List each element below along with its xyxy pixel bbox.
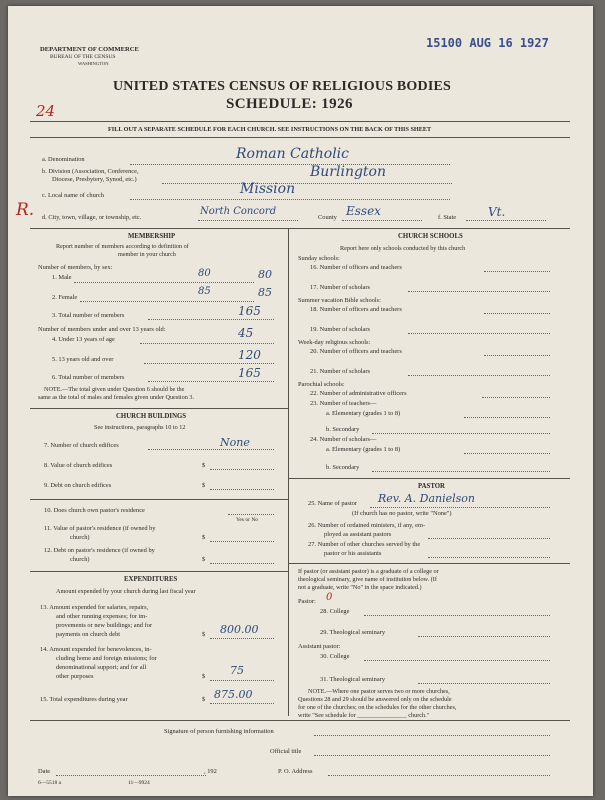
q17-label: 17. Number of scholars <box>310 284 370 291</box>
q25-value: Rev. A. Danielson <box>378 492 475 505</box>
pastor-note-3: for one of the churches; on the schedules for the other churches, <box>298 704 457 711</box>
grad-instr-3: not a graduate, write "No" in the space indicated.) <box>298 584 422 591</box>
handwritten-number: 24 <box>36 102 56 120</box>
q14-label: 14. Amount expended for benevolences, in- <box>40 646 152 653</box>
pastor-title: PASTOR <box>418 483 445 490</box>
red-mark: R. <box>16 200 35 220</box>
q5-value: 120 <box>238 348 261 362</box>
local-name-value: Mission <box>240 181 296 197</box>
state-label: f. State <box>438 214 457 221</box>
q7-label: 7. Number of church edifices <box>44 442 119 449</box>
city-label: d. City, town, village, or township, etc. <box>42 214 142 221</box>
yes-no-hint: Yes or No <box>236 517 259 523</box>
weekday-label: Week-day religious schools: <box>298 339 371 346</box>
bureau-label: BUREAU OF THE CENSUS <box>50 54 116 60</box>
q6-value: 165 <box>238 366 261 380</box>
q13-label-3: provements or new buildings; and for <box>56 622 153 629</box>
expenditures-sub: Amount expended by your church during last fiscal year <box>56 588 196 595</box>
pastor-sub-label: Pastor: <box>298 598 316 605</box>
pastor-note-1: NOTE.—Where one pastor serves two or more churches, <box>308 688 450 695</box>
q26-label: 26. Number of ordained ministers, if any, em- <box>308 522 426 529</box>
schools-sub: Report here only schools conducted by this church <box>340 245 466 252</box>
q14-label-2: cluding home and foreign missions; for <box>56 655 157 662</box>
city-label: WASHINGTON <box>78 61 109 66</box>
q26-label-2: ployed as assistant pastors <box>324 531 392 538</box>
official-title-label: Official title <box>270 748 302 755</box>
q11-label-2: church) <box>70 534 90 541</box>
form-code: 6—5518 a <box>38 780 62 786</box>
q15-label: 15. Total expenditures during year <box>40 696 128 703</box>
schedule-title: SCHEDULE: 1926 <box>226 96 353 112</box>
q16-label: 16. Number of officers and teachers <box>310 264 402 271</box>
membership-note2: same as the total of males and females given under Question 3. <box>38 394 195 401</box>
pastor-note-4: write "See schedule for ________________ church." <box>298 712 430 719</box>
asst-pastor-label: Assistant pastor: <box>298 643 341 650</box>
division-label: b. Division (Association, Conference, <box>42 168 139 175</box>
q27-label: 27. Number of other churches served by the <box>308 541 421 548</box>
form-title: UNITED STATES CENSUS OF RELIGIOUS BODIES <box>113 79 452 94</box>
q11-dollar: $ <box>202 534 206 541</box>
membership-title: MEMBERSHIP <box>128 233 176 240</box>
q23-label: 23. Number of teachers— <box>310 400 377 407</box>
q24a-label: a. Elementary (grades 1 to 8) <box>326 446 401 453</box>
q12-label: 12. Debt on pastor's residence (if owned by <box>44 547 155 554</box>
pastor-note-2: Questions 28 and 29 should be answered only on the schedule <box>298 696 452 703</box>
q22-label: 22. Number of administrative officers <box>310 390 407 397</box>
q5-label: 5. 13 years old and over <box>52 356 114 363</box>
q13-dollar: $ <box>202 631 206 638</box>
q8-label: 8. Value of church edifices <box>44 462 113 469</box>
q27-label-2: pastor or his assistants <box>324 550 382 557</box>
form-code-2: 11—9924 <box>128 780 150 786</box>
q14-dollar: $ <box>202 673 206 680</box>
q6-label: 6. Total number of members <box>52 374 125 381</box>
q20-label: 20. Number of officers and teachers <box>310 348 402 355</box>
denomination-value: Roman Catholic <box>236 146 349 162</box>
q24b-label: b. Secondary <box>326 464 360 471</box>
q14-value: 75 <box>230 664 244 677</box>
q18-label: 18. Number of officers and teachers <box>310 306 402 313</box>
q10-label: 10. Does church own pastor's residence <box>44 507 145 514</box>
state-value: Vt. <box>488 205 506 219</box>
division-value: Burlington <box>310 164 387 180</box>
po-address-label: P. O. Address <box>278 768 313 775</box>
q3-label: 3. Total number of members <box>52 312 125 319</box>
q14-label-3: denominational support; and for all <box>56 664 147 671</box>
expenditures-title: EXPENDITURES <box>124 576 178 583</box>
q2-value-a: 85 <box>198 286 211 297</box>
q13-value: 800.00 <box>220 623 259 636</box>
q15-dollar: $ <box>202 696 206 703</box>
dept-label: DEPARTMENT OF COMMERCE <box>40 46 139 53</box>
q2-value-b: 85 <box>258 286 272 299</box>
grad-instr-2: theological seminary, give name of institution below. (If <box>298 576 437 583</box>
denomination-label: a. Denomination <box>42 156 85 163</box>
q4-label: 4. Under 13 years of age <box>52 336 115 343</box>
q12-label-2: church) <box>70 556 90 563</box>
instruction-line: FILL OUT A SEPARATE SCHEDULE FOR EACH CHURCH. SEE INSTRUCTIONS ON THE BACK OF THIS SHEET <box>108 126 432 133</box>
q11-label: 11. Value of pastor's residence (if owned by <box>44 525 156 532</box>
summer-label: Summer vacation Bible schools: <box>298 297 381 304</box>
q21-label: 21. Number of scholars <box>310 368 370 375</box>
q29-label: 29. Theological seminary <box>320 629 386 636</box>
q9-dollar: $ <box>202 482 206 489</box>
by-sex-label: Number of members, by sex: <box>38 264 113 271</box>
membership-sub1: Report number of members according to definition of <box>56 243 189 250</box>
city-value: North Concord <box>200 206 277 217</box>
q13-label: 13. Amount expended for salaries, repairs, <box>40 604 149 611</box>
q13-label-2: and other running expenses; for im- <box>56 613 148 620</box>
date-label: Date <box>38 768 51 775</box>
q2-label: 2. Female <box>52 294 78 301</box>
q30-label: 30. College <box>320 653 350 660</box>
q15-value: 875.00 <box>214 688 253 701</box>
schools-title: CHURCH SCHOOLS <box>398 233 463 240</box>
q28-label: 28. College <box>320 608 350 615</box>
census-schedule-form <box>8 6 593 796</box>
buildings-title: CHURCH BUILDINGS <box>116 413 187 420</box>
membership-note1: NOTE.—The total given under Question 6 should be the <box>44 386 185 393</box>
parochial-label: Parochial schools: <box>298 381 345 388</box>
under-over-label: Number of members under and over 13 years old: <box>38 326 166 333</box>
buildings-sub: See instructions, paragraphs 10 to 12 <box>94 424 186 431</box>
q14-label-4: other purposes <box>56 673 94 680</box>
q25-label: 25. Name of pastor <box>308 500 357 507</box>
county-value: Essex <box>346 204 381 218</box>
date-stamp: 15100 AUG 16 1927 <box>426 36 549 50</box>
q23a-label: a. Elementary (grades 1 to 8) <box>326 410 401 417</box>
q13-label-4: payments on church debt <box>56 631 121 638</box>
signature-label: Signature of person furnishing information <box>164 728 274 735</box>
q1-value-a: 80 <box>198 268 211 279</box>
q31-label: 31. Theological seminary <box>320 676 386 683</box>
grad-instr-1: If pastor (or assistant pastor) is a graduate of a college or <box>298 568 439 575</box>
q24-label: 24. Number of scholars— <box>310 436 377 443</box>
county-label: County <box>318 214 337 221</box>
local-name-label: c. Local name of church <box>42 192 104 199</box>
pastor-grad-value: 0 <box>326 592 333 603</box>
q1-label: 1. Male <box>52 274 72 281</box>
division-label-2: Diocese, Presbytery, Synod, etc.) <box>52 176 137 183</box>
q23b-label: b. Secondary <box>326 426 360 433</box>
q7-value: None <box>220 436 250 449</box>
q19-label: 19. Number of scholars <box>310 326 370 333</box>
q8-dollar: $ <box>202 462 206 469</box>
q9-label: 9. Debt on church edifices <box>44 482 112 489</box>
q25-note: (If church has no pastor, write "None") <box>352 510 452 517</box>
year-label: , 192 <box>204 768 217 775</box>
q4-value: 45 <box>238 326 254 340</box>
q3-value: 165 <box>238 304 261 318</box>
q1-value-b: 80 <box>258 268 272 281</box>
q12-dollar: $ <box>202 556 206 563</box>
sunday-label: Sunday schools: <box>298 255 340 262</box>
membership-sub2: member in your church <box>118 251 176 258</box>
